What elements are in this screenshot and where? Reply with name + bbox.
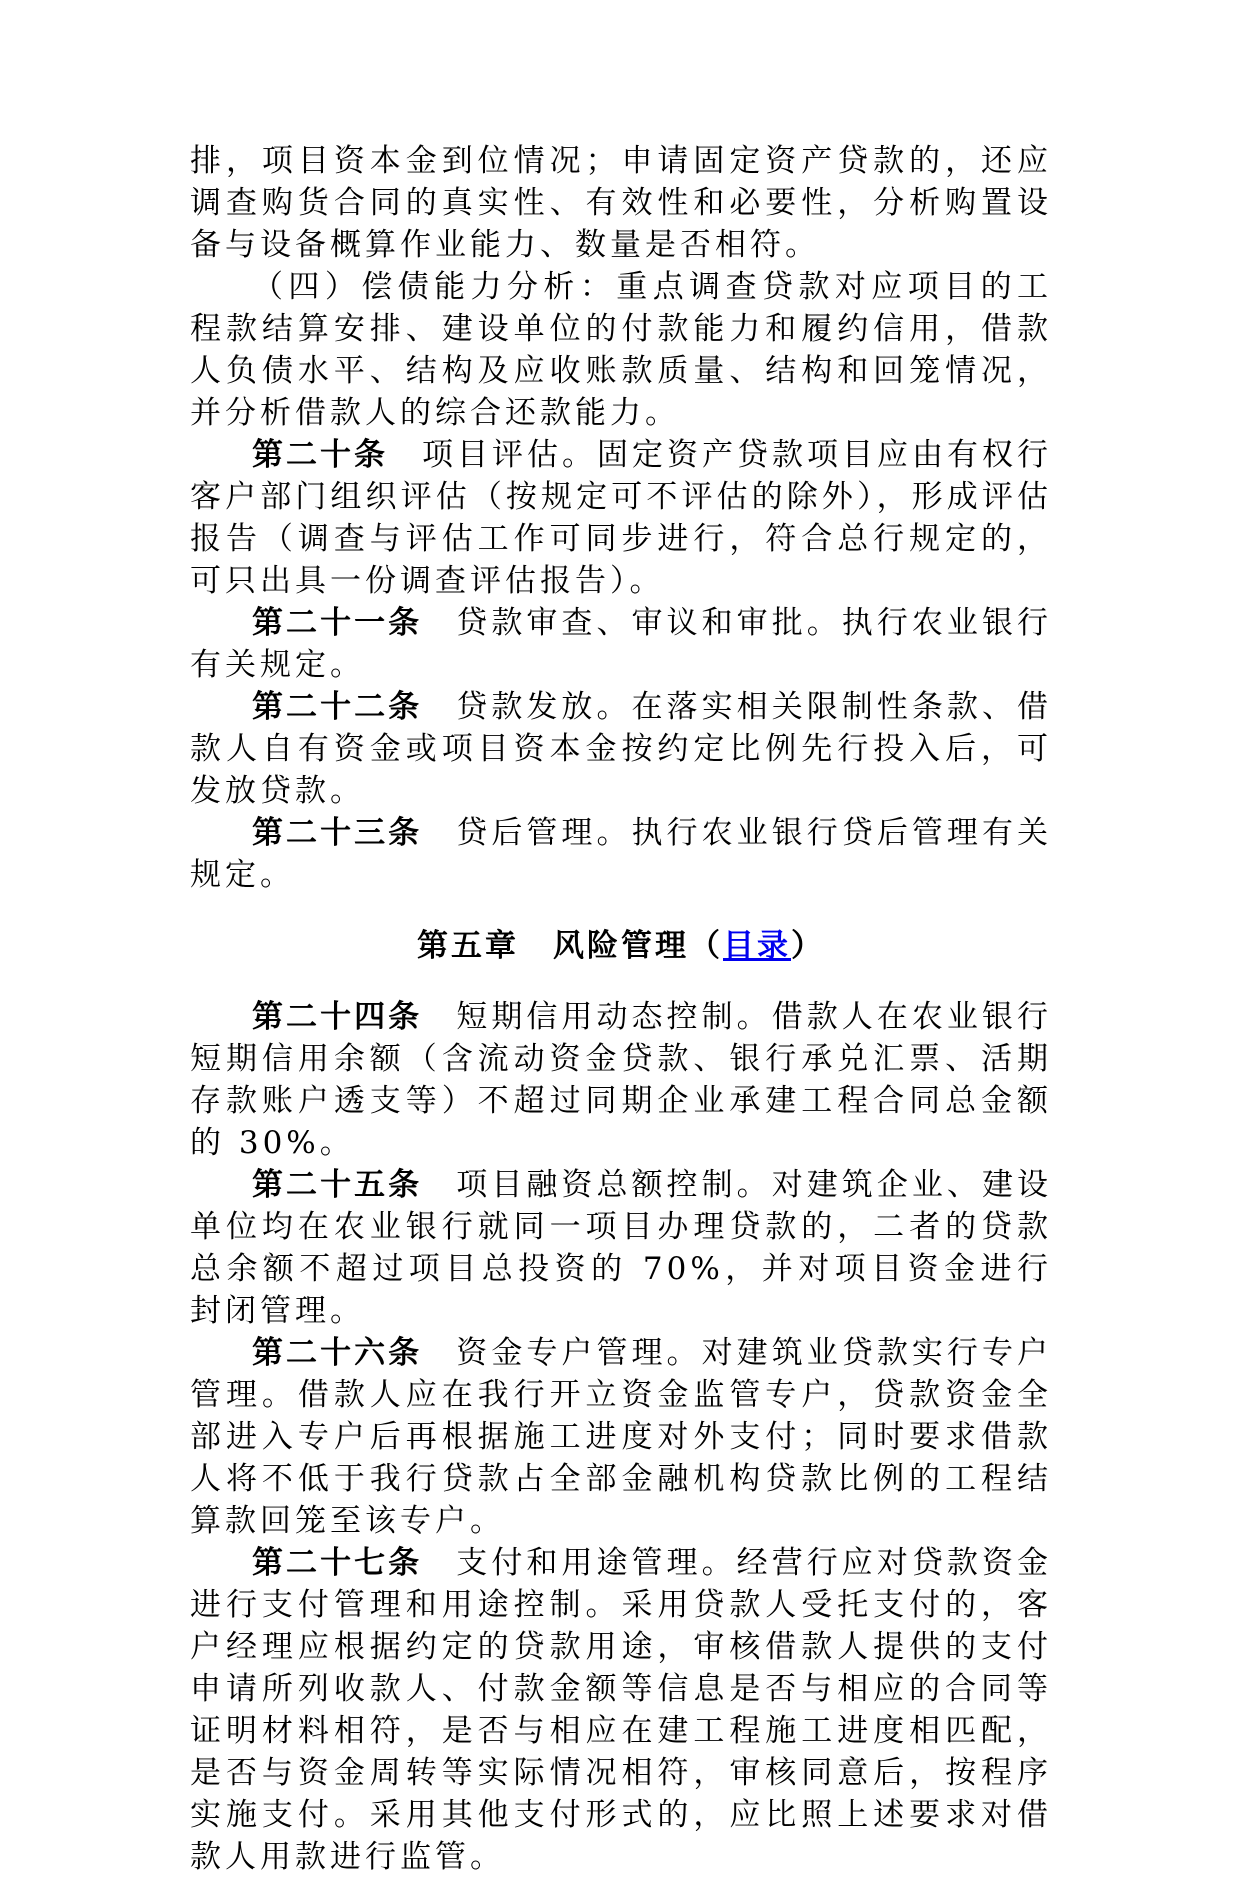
article-27 (190, 1542, 1052, 1878)
document-page (190, 140, 1052, 1878)
article-number: 第二十二条 (252, 689, 423, 725)
paragraph-repayment-analysis (190, 266, 1052, 434)
chapter-heading (190, 922, 1052, 970)
chapter-title-close: ） (791, 928, 825, 964)
article-text: 贷款审查、审议和审批。执行农业银行有关规定。 (190, 605, 1053, 683)
paragraph-text: （四）偿债能力分析：重点调查贷款对应项目的工程款结算安排、建设单位的付款能力和履约信用，借款人负债水平、结构及应收账款质量、结构和回笼情况，并分析借款人的综合还款能力。 (190, 269, 1052, 431)
article-number: 第二十条 (252, 437, 388, 473)
article-number: 第二十四条 (252, 999, 423, 1035)
paragraph-text: 排，项目资本金到位情况；申请固定资产贷款的，还应调查购货合同的真实性、有效性和必要性，分析购置设备与设备概算作业能力、数量是否相符。 (190, 143, 1052, 263)
article-text: 贷款发放。在落实相关限制性条款、借款人自有资金或项目资本金按约定比例先行投入后，可发放贷款。 (190, 689, 1053, 809)
article-text: 支付和用途管理。经营行应对贷款资金进行支付管理和用途控制。采用贷款人受托支付的，客户经理应根据约定的贷款用途，审核借款人提供的支付申请所列收款人、付款金额等信息是否与相应的合同等证明材料相符，是否与相应在建工程施工进度相匹配，是否与资金周转等实际情况相符，审核同意后，按程序实施支付。采用其他支付形式的，应比照上述要求对借款人用款进行监管。 (190, 1545, 1053, 1875)
article-21 (190, 602, 1052, 686)
article-text: 贷后管理。执行农业银行贷后管理有关规定。 (190, 815, 1053, 893)
article-20 (190, 434, 1052, 602)
article-number: 第二十一条 (252, 605, 423, 641)
article-number: 第二十六条 (252, 1335, 423, 1371)
article-text: 项目融资总额控制。对建筑企业、建设单位均在农业银行就同一项目办理贷款的，二者的贷款总余额不超过项目总投资的 70%，并对项目资金进行封闭管理。 (190, 1167, 1053, 1329)
article-number: 第二十七条 (252, 1545, 423, 1581)
article-26 (190, 1332, 1052, 1542)
paragraph-continuation (190, 140, 1052, 266)
article-number: 第二十五条 (252, 1167, 423, 1203)
article-text: 项目评估。固定资产贷款项目应由有权行客户部门组织评估（按规定可不评估的除外），形成评估报告（调查与评估工作可同步进行，符合总行规定的，可只出具一份调查评估报告）。 (190, 437, 1052, 599)
article-22 (190, 686, 1052, 812)
article-24 (190, 996, 1052, 1164)
chapter-title: 第五章 风险管理（ (417, 928, 723, 964)
article-25 (190, 1164, 1052, 1332)
article-text: 资金专户管理。对建筑业贷款实行专户管理。借款人应在我行开立资金监管专户，贷款资金全部进入专户后再根据施工进度对外支付；同时要求借款人将不低于我行贷款占全部金融机构贷款比例的工程结算款回笼至该专户。 (190, 1335, 1053, 1539)
table-of-contents-link[interactable]: 目录 (723, 928, 791, 964)
article-number: 第二十三条 (252, 815, 423, 851)
article-23 (190, 812, 1052, 896)
article-text: 短期信用动态控制。借款人在农业银行短期信用余额（含流动资金贷款、银行承兑汇票、活期存款账户透支等）不超过同期企业承建工程合同总金额的 30%。 (190, 999, 1053, 1161)
